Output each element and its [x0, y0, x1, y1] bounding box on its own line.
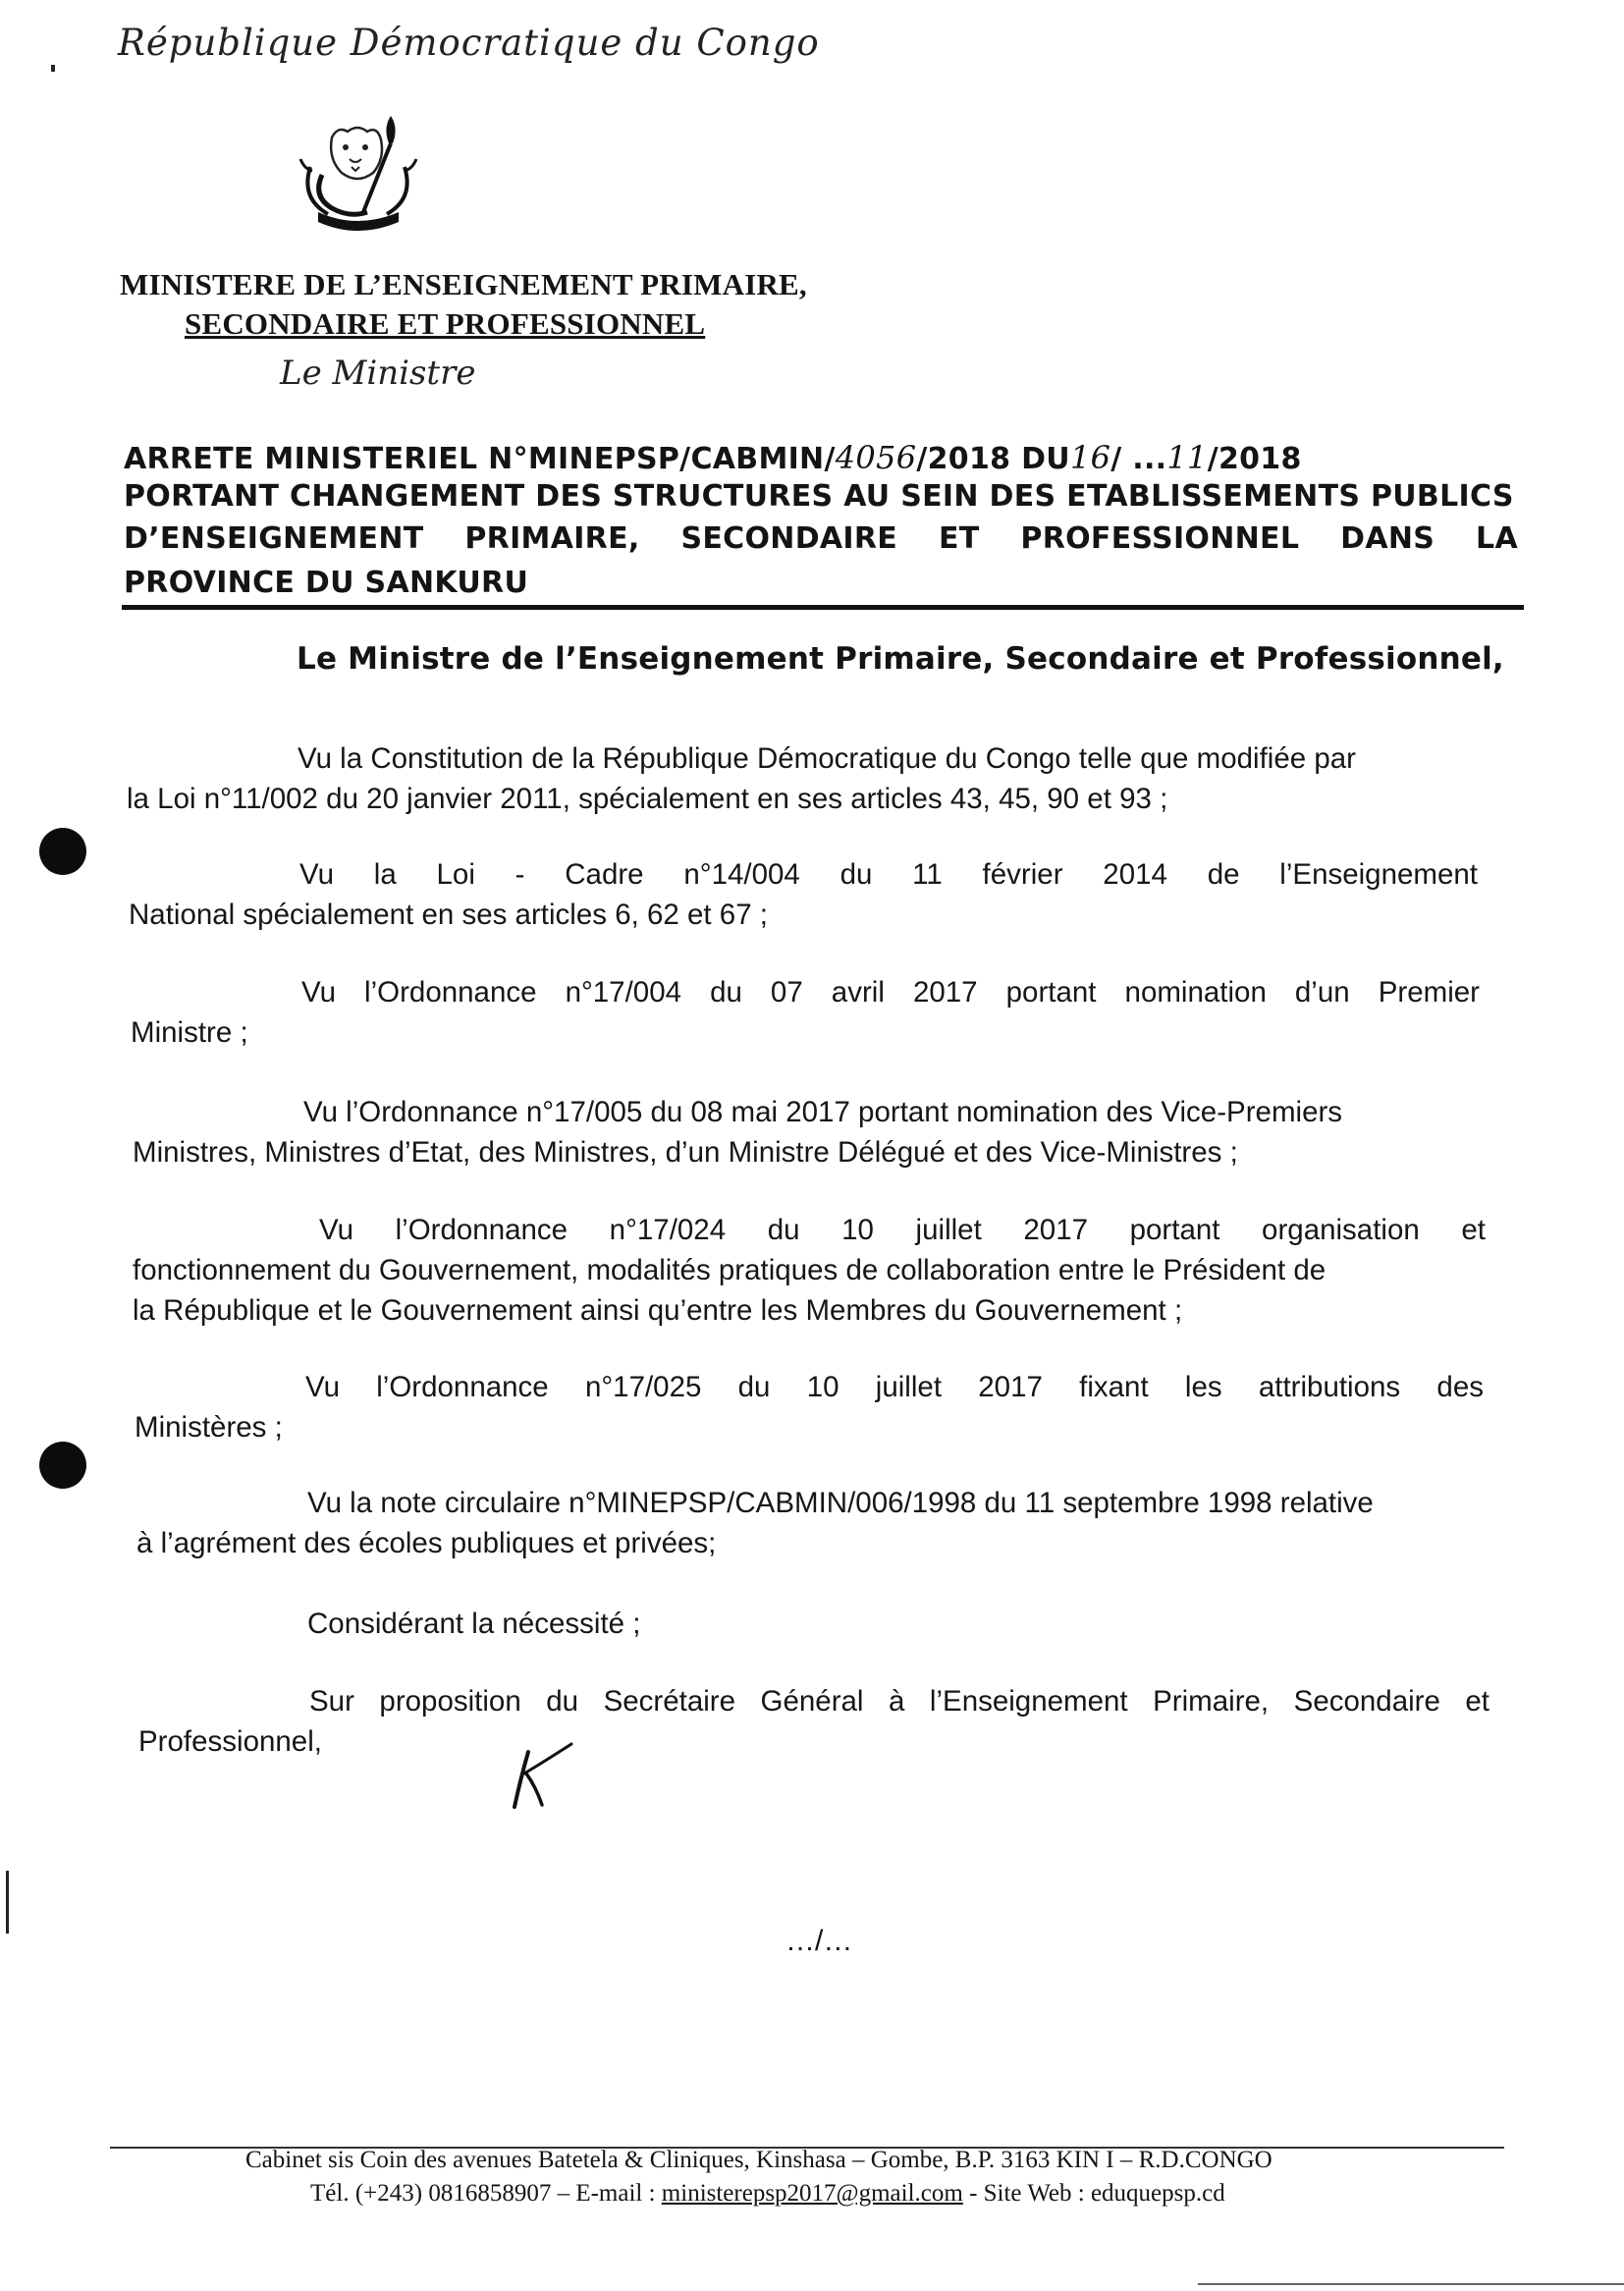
paragraph-line: Vu la Constitution de la République Démocratique du Congo telle que modifiée par: [298, 742, 1356, 775]
paragraph-ordonnance-premier-ministre: [131, 972, 1480, 1053]
paragraph-line: Vu la note circulaire n°MINEPSP/CABMIN/006/1998 du 11 septembre 1998 relative: [307, 1487, 1374, 1519]
decree-day-handwritten: 16: [1069, 439, 1111, 476]
coat-of-arms-icon: [293, 110, 425, 238]
paragraph-considerant: [307, 1604, 640, 1644]
paragraph-line: Vu la Loi - Cadre n°14/004 du 11 février 2014 de l’Enseignement: [299, 858, 1478, 891]
ministry-name-line2: SECONDAIRE ET PROFESSIONNEL: [185, 306, 706, 341]
paragraph-line: Vu l’Ordonnance n°17/024 du 10 juillet 2017 portant organisation et: [319, 1214, 1486, 1246]
title-rule: [122, 605, 1524, 610]
footer-contact: [310, 2180, 1225, 2208]
scan-speck: [51, 65, 55, 72]
decree-number-handwritten: 4056: [835, 439, 917, 476]
continuation-mark: …/…: [785, 1925, 853, 1957]
scan-bottom-line: [1198, 2283, 1624, 2285]
punch-hole-mark: [39, 828, 86, 875]
paragraph-line: Considérant la nécessité ;: [307, 1608, 641, 1640]
paragraph-line: à l’agrément des écoles publiques et privées;: [136, 1527, 717, 1559]
paragraph-proposition: [138, 1681, 1489, 1762]
paragraph-ordonnance-attributions: [135, 1367, 1484, 1447]
decree-sep: / ...: [1110, 442, 1167, 476]
paragraph-line: National spécialement en ses articles 6, 62 et 67 ;: [129, 899, 769, 931]
paragraph-line: Ministre ;: [131, 1016, 248, 1049]
footer-email-link[interactable]: ministerepsp2017@gmail.com: [661, 2180, 963, 2207]
paragraph-line: Professionnel,: [138, 1725, 322, 1758]
paragraph-line: la République et le Gouvernement ainsi qu’entre les Membres du Gouvernement ;: [133, 1294, 1183, 1327]
decree-title-line3: PROVINCE DU SANKURU: [124, 566, 529, 600]
handwritten-initial: [511, 1740, 579, 1811]
decree-month-handwritten: 11: [1166, 439, 1208, 476]
minister-heading: Le Ministre de l’Enseignement Primaire, Secondaire et Professionnel,: [297, 641, 1504, 677]
paragraph-line: Ministères ;: [135, 1411, 283, 1444]
punch-hole-mark: [39, 1442, 86, 1489]
paragraph-line: fonctionnement du Gouvernement, modalités pratiques de collaboration entre le Président de: [133, 1254, 1326, 1286]
paragraph-loi-cadre: [129, 854, 1478, 935]
scan-edge-mark: [6, 1871, 10, 1934]
footer-phone: Tél. (+243) 0816858907 – E-mail :: [310, 2180, 662, 2207]
footer-address: Cabinet sis Coin des avenues Batetela & Cliniques, Kinshasa – Gombe, B.P. 3163 KIN I – R.D.CONGO: [245, 2147, 1272, 2173]
decree-reference: [124, 439, 1518, 476]
decree-prefix: ARRETE MINISTERIEL N°MINEPSP/CABMIN/: [124, 442, 836, 476]
paragraph-constitution: [127, 738, 1482, 819]
decree-title-line2: D’ENSEIGNEMENT PRIMAIRE, SECONDAIRE ET PROFESSIONNEL DANS LA: [124, 521, 1518, 556]
paragraph-line: Ministres, Ministres d’Etat, des Ministres, d’un Ministre Délégué et des Vice-Ministres ;: [133, 1136, 1238, 1169]
footer-website: - Site Web : eduquepsp.cd: [962, 2180, 1225, 2207]
paragraph-line: Vu l’Ordonnance n°17/005 du 08 mai 2017 portant nomination des Vice-Premiers: [303, 1096, 1343, 1128]
paragraph-line: Vu l’Ordonnance n°17/004 du 07 avril 2017 portant nomination d’un Premier: [301, 976, 1480, 1009]
decree-title-line1: PORTANT CHANGEMENT DES STRUCTURES AU SEIN DES ETABLISSEMENTS PUBLICS: [124, 479, 1514, 514]
decree-suffix: /2018: [1207, 442, 1302, 476]
republic-name: République Démocratique du Congo: [118, 22, 820, 64]
paragraph-line: la Loi n°11/002 du 20 janvier 2011, spécialement en ses articles 43, 45, 90 et 93 ;: [127, 783, 1168, 815]
minister-title: Le Ministre: [280, 354, 476, 393]
decree-middle: /2018 DU: [916, 442, 1070, 476]
paragraph-note-circulaire: [136, 1483, 1488, 1563]
paragraph-line: Vu l’Ordonnance n°17/025 du 10 juillet 2017 fixant les attributions des: [305, 1371, 1484, 1403]
paragraph-line: Sur proposition du Secrétaire Général à l’Enseignement Primaire, Secondaire et: [309, 1685, 1489, 1718]
paragraph-ordonnance-gouvernement: [133, 1210, 1486, 1331]
ministry-name-line1: MINISTERE DE L’ENSEIGNEMENT PRIMAIRE,: [120, 267, 807, 301]
paragraph-ordonnance-vice-premiers: [133, 1092, 1482, 1173]
